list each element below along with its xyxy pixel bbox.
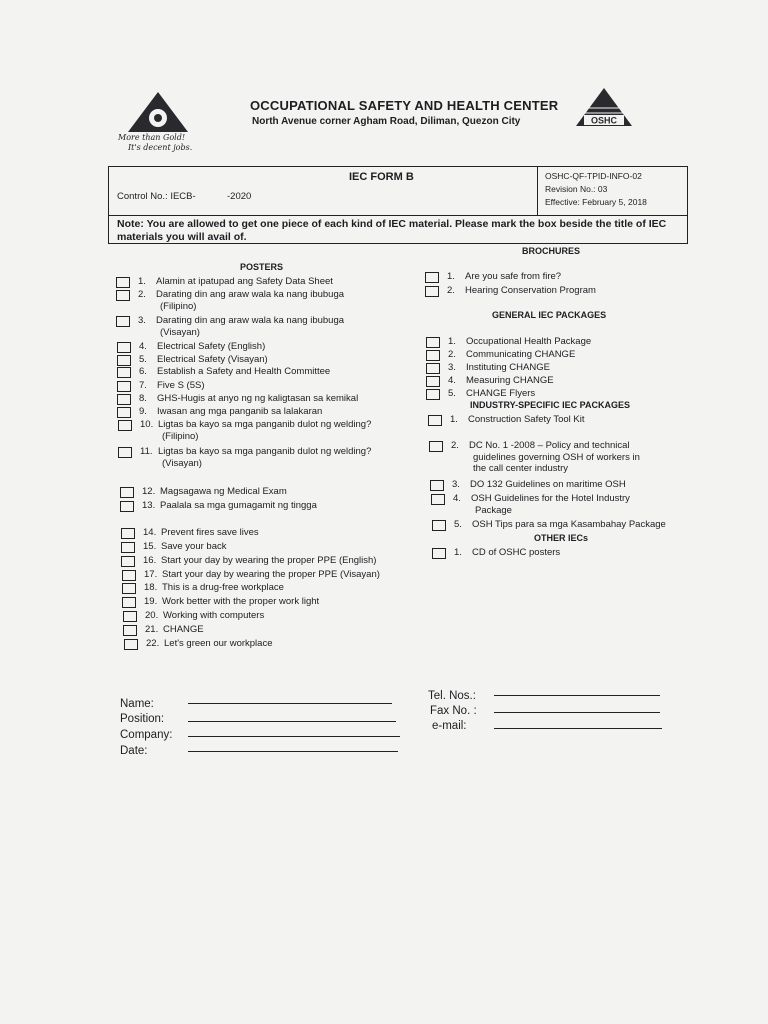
checkbox[interactable] — [432, 520, 446, 531]
item-text — [447, 271, 561, 283]
checkbox[interactable] — [122, 597, 136, 608]
checklist-item[interactable] — [426, 388, 535, 400]
checklist-item[interactable] — [429, 440, 640, 475]
item-title-continued: Package — [475, 504, 512, 516]
item-title: Instituting CHANGE — [466, 362, 550, 373]
item-number: 5. — [454, 519, 462, 530]
checklist-item[interactable] — [123, 624, 204, 636]
center-name: OCCUPATIONAL SAFETY AND HEALTH CENTER — [250, 98, 559, 113]
checklist-item[interactable] — [116, 315, 344, 338]
item-title: This is a drug-free workplace — [162, 582, 284, 593]
checkbox[interactable] — [426, 363, 440, 374]
checklist-item[interactable] — [118, 446, 371, 469]
item-text — [145, 610, 264, 622]
checklist-item[interactable] — [122, 582, 284, 594]
item-text — [142, 486, 287, 498]
item-title: Are you safe from fire? — [465, 271, 562, 282]
checklist-item[interactable] — [428, 414, 585, 426]
checkbox[interactable] — [120, 487, 134, 498]
checklist-item[interactable] — [117, 393, 358, 405]
checkbox[interactable] — [117, 342, 131, 353]
item-number: 6. — [139, 366, 147, 377]
item-number: 2. — [451, 440, 459, 451]
checklist-item[interactable] — [117, 406, 322, 418]
company-line[interactable] — [188, 736, 400, 737]
form-title: IEC FORM B — [349, 171, 414, 183]
item-number: 3. — [452, 479, 460, 490]
item-title: OSH Tips para sa mga Kasambahay Package — [472, 519, 666, 530]
checklist-item[interactable] — [431, 493, 630, 516]
checklist-item[interactable] — [117, 341, 265, 353]
checklist-item[interactable] — [116, 276, 333, 288]
item-title: Darating din ang araw wala ka nang ibubuga — [156, 315, 345, 326]
checkbox[interactable] — [117, 381, 131, 392]
item-number: 8. — [139, 393, 147, 404]
checkbox[interactable] — [426, 350, 440, 361]
control-number-label: Control No.: IECB- — [117, 191, 196, 202]
item-title-continued: (Visayan) — [160, 326, 200, 338]
checkbox[interactable] — [121, 556, 135, 567]
checklist-item[interactable] — [116, 289, 344, 312]
item-text — [139, 366, 330, 378]
date-line[interactable] — [188, 751, 398, 752]
name-label: Name: — [120, 698, 154, 710]
item-text — [143, 527, 259, 539]
fax-label: Fax No. : — [430, 705, 477, 717]
item-text — [138, 276, 333, 288]
item-title: CHANGE — [163, 624, 204, 635]
email-line[interactable] — [494, 728, 662, 729]
item-number: 12. — [142, 486, 156, 497]
fax-line[interactable] — [494, 712, 660, 713]
checkbox[interactable] — [123, 611, 137, 622]
checklist-item[interactable] — [120, 486, 287, 498]
company-label: Company: — [120, 729, 173, 741]
item-title-continued: (Filipino) — [162, 430, 199, 442]
item-title: DO 132 Guidelines on maritime OSH — [470, 479, 626, 490]
note-label: Note: — [117, 218, 144, 230]
checklist-item[interactable] — [432, 519, 666, 531]
item-text — [143, 555, 376, 567]
item-text — [448, 336, 591, 348]
item-title: Work better with the proper work light — [162, 596, 320, 607]
checkbox[interactable] — [426, 337, 440, 348]
checkbox[interactable] — [426, 389, 440, 400]
checklist-item[interactable] — [121, 541, 226, 553]
item-number: 4. — [448, 375, 456, 386]
tagline: More than Gold! It's decent jobs. — [118, 133, 193, 152]
item-title-continued: (Visayan) — [162, 457, 202, 469]
checkbox[interactable] — [428, 415, 442, 426]
item-text — [145, 624, 204, 636]
general-packages-heading: GENERAL IEC PACKAGES — [492, 310, 607, 320]
item-text — [143, 541, 226, 553]
item-number: 5. — [139, 354, 147, 365]
checklist-item[interactable] — [426, 362, 550, 374]
checkbox[interactable] — [425, 286, 439, 297]
svg-text:OSHC: OSHC — [590, 115, 618, 126]
note-text: You are allowed to get one piece of each kind of IEC material. Please mark the box beside the title of IEC materials you will avail of. — [117, 218, 667, 243]
item-text — [448, 375, 554, 387]
item-title: Prevent fires save lives — [161, 527, 259, 538]
industry-packages-heading: INDUSTRY-SPECIFIC IEC PACKAGES — [470, 400, 631, 410]
item-number: 2. — [138, 289, 146, 300]
item-text — [144, 569, 380, 581]
item-title: CHANGE Flyers — [466, 388, 536, 399]
item-title: Let's green our workplace — [164, 638, 273, 649]
item-number: 3. — [448, 362, 456, 373]
checkbox[interactable] — [116, 290, 130, 301]
item-title: Start your day by wearing the proper PPE (Visayan) — [162, 569, 380, 580]
tel-label: Tel. Nos.: — [428, 690, 476, 702]
checkbox[interactable] — [121, 542, 135, 553]
item-number: 5. — [448, 388, 456, 399]
checkbox[interactable] — [430, 480, 444, 491]
date-label: Date: — [120, 745, 148, 757]
checklist-item[interactable] — [117, 354, 268, 366]
checkbox[interactable] — [118, 447, 132, 458]
item-text — [139, 380, 205, 392]
item-text — [139, 393, 358, 405]
effective-date: Effective: February 5, 2018 — [545, 197, 647, 207]
item-text — [138, 315, 344, 338]
checklist-item[interactable] — [121, 527, 259, 539]
item-text — [451, 440, 640, 475]
item-title: DC No. 1 -2008 – Policy and technical — [469, 440, 630, 451]
position-line[interactable] — [188, 721, 396, 722]
oshc-logo — [572, 86, 636, 132]
checklist-item[interactable] — [430, 479, 626, 491]
item-number: 11. — [140, 446, 153, 457]
item-number: 17. — [144, 569, 158, 580]
checklist-item[interactable] — [122, 596, 319, 608]
checkbox[interactable] — [120, 501, 134, 512]
checkbox[interactable] — [426, 376, 440, 387]
item-title: Start your day by wearing the proper PPE (English) — [161, 555, 377, 566]
item-title: Communicating CHANGE — [466, 349, 576, 360]
item-title: CD of OSHC posters — [472, 547, 561, 558]
item-title: Construction Safety Tool Kit — [468, 414, 585, 425]
item-title-continued: the call center industry — [473, 463, 569, 474]
item-title: Iwasan ang mga panganib sa lalakaran — [157, 406, 323, 417]
revision-no: Revision No.: 03 — [545, 184, 608, 194]
checklist-item[interactable] — [426, 349, 575, 361]
item-title: Paalala sa mga gumagamit ng tingga — [160, 500, 317, 511]
checkbox[interactable] — [124, 639, 138, 650]
checkbox[interactable] — [116, 316, 130, 327]
item-number: 1. — [448, 336, 456, 347]
checkbox[interactable] — [117, 367, 131, 378]
name-line[interactable] — [188, 703, 392, 704]
item-title: Five S (5S) — [157, 380, 205, 391]
checklist-item[interactable] — [123, 610, 264, 622]
item-number: 3. — [138, 315, 146, 326]
item-number: 9. — [139, 406, 147, 417]
item-number: 7. — [139, 380, 147, 391]
item-number: 20. — [145, 610, 159, 621]
item-title: Measuring CHANGE — [466, 375, 554, 386]
item-text — [139, 341, 265, 353]
checklist-item[interactable] — [432, 547, 560, 559]
checkbox[interactable] — [122, 583, 136, 594]
checklist-item[interactable] — [120, 500, 317, 512]
email-label: e-mail: — [432, 720, 467, 732]
item-text — [146, 638, 273, 650]
item-number: 1. — [138, 276, 146, 287]
checkbox[interactable] — [425, 272, 439, 283]
checkbox[interactable] — [118, 420, 132, 431]
position-label: Position: — [120, 713, 165, 725]
item-text — [139, 406, 322, 418]
item-text — [448, 388, 535, 400]
checkbox[interactable] — [117, 394, 131, 405]
item-title-continued: (Filipino) — [160, 300, 197, 312]
checkbox[interactable] — [431, 494, 445, 505]
checkbox[interactable] — [432, 548, 446, 559]
form-code: OSHC-QF-TPID-INFO-02 — [545, 171, 642, 181]
checklist-item[interactable] — [426, 336, 591, 348]
item-number: 4. — [453, 493, 461, 504]
checklist-item[interactable] — [118, 419, 371, 442]
item-title: Darating din ang araw wala ka nang ibubuga — [156, 289, 345, 300]
tel-line[interactable] — [494, 695, 660, 696]
control-number-year: -2020 — [227, 191, 252, 202]
checkbox[interactable] — [117, 355, 131, 366]
checklist-item[interactable] — [426, 375, 554, 387]
item-number: 14. — [143, 527, 157, 538]
item-title: Magsagawa ng Medical Exam — [160, 486, 287, 497]
item-number: 18. — [144, 582, 158, 593]
item-text — [140, 446, 371, 469]
item-text — [454, 519, 666, 531]
item-number: 1. — [454, 547, 462, 558]
item-number: 21. — [145, 624, 159, 635]
item-title: Working with computers — [163, 610, 265, 621]
checklist-item[interactable] — [117, 366, 330, 378]
item-number: 4. — [139, 341, 147, 352]
item-text — [139, 354, 268, 366]
item-text — [144, 582, 284, 594]
brochures-heading: BROCHURES — [522, 246, 581, 256]
other-iecs-heading: OTHER IECs — [534, 533, 589, 543]
item-number: 22. — [146, 638, 160, 649]
item-title: Ligtas ba kayo sa mga panganib dulot ng welding? — [158, 419, 372, 430]
item-title: Ligtas ba kayo sa mga panganib dulot ng welding? — [158, 446, 372, 457]
item-number: 2. — [448, 349, 456, 360]
item-number: 19. — [144, 596, 158, 607]
center-address: North Avenue corner Agham Road, Diliman, Quezon City — [252, 116, 521, 127]
item-title: Electrical Safety (English) — [157, 341, 266, 352]
item-title-continued: guidelines governing OSH of workers in — [473, 451, 640, 463]
item-text — [448, 362, 550, 374]
item-number: 16. — [143, 555, 157, 566]
checklist-item[interactable] — [117, 380, 205, 392]
form-header-box — [108, 166, 688, 244]
item-number: 1. — [447, 271, 455, 282]
item-title: Occupational Health Package — [466, 336, 592, 347]
item-text — [448, 349, 575, 361]
item-title: GHS-Hugis at anyo ng ng kaligtasan sa kemikal — [157, 393, 359, 404]
checkbox[interactable] — [116, 277, 130, 288]
item-number: 10. — [140, 419, 154, 430]
item-text — [453, 493, 630, 516]
item-text — [452, 479, 626, 491]
item-text — [454, 547, 560, 559]
item-text — [140, 419, 371, 442]
item-text — [144, 596, 319, 608]
checkbox[interactable] — [121, 528, 135, 539]
checklist-item[interactable] — [425, 285, 596, 297]
item-title: Establish a Safety and Health Committee — [157, 366, 331, 377]
item-number: 15. — [143, 541, 157, 552]
checklist-item[interactable] — [425, 271, 561, 283]
checklist-item[interactable] — [124, 638, 273, 650]
checkbox[interactable] — [122, 570, 136, 581]
item-number: 2. — [447, 285, 455, 296]
item-number: 13. — [142, 500, 156, 511]
item-text — [142, 500, 317, 512]
item-title: Hearing Conservation Program — [465, 285, 596, 296]
form-meta — [545, 170, 647, 209]
item-text — [138, 289, 344, 312]
checkbox[interactable] — [117, 407, 131, 418]
checklist-item[interactable] — [121, 555, 376, 567]
item-title: Electrical Safety (Visayan) — [157, 354, 268, 365]
checkbox[interactable] — [429, 441, 443, 452]
item-text — [450, 414, 585, 426]
item-title: Alamin at ipatupad ang Safety Data Sheet — [156, 276, 333, 287]
item-title: OSH Guidelines for the Hotel Industry — [471, 493, 630, 504]
item-number: 1. — [450, 414, 458, 425]
checkbox[interactable] — [123, 625, 137, 636]
posters-heading: POSTERS — [240, 262, 284, 272]
item-text — [447, 285, 596, 297]
checklist-item[interactable] — [122, 569, 380, 581]
item-title: Save your back — [161, 541, 227, 552]
instruction-note — [117, 218, 677, 244]
